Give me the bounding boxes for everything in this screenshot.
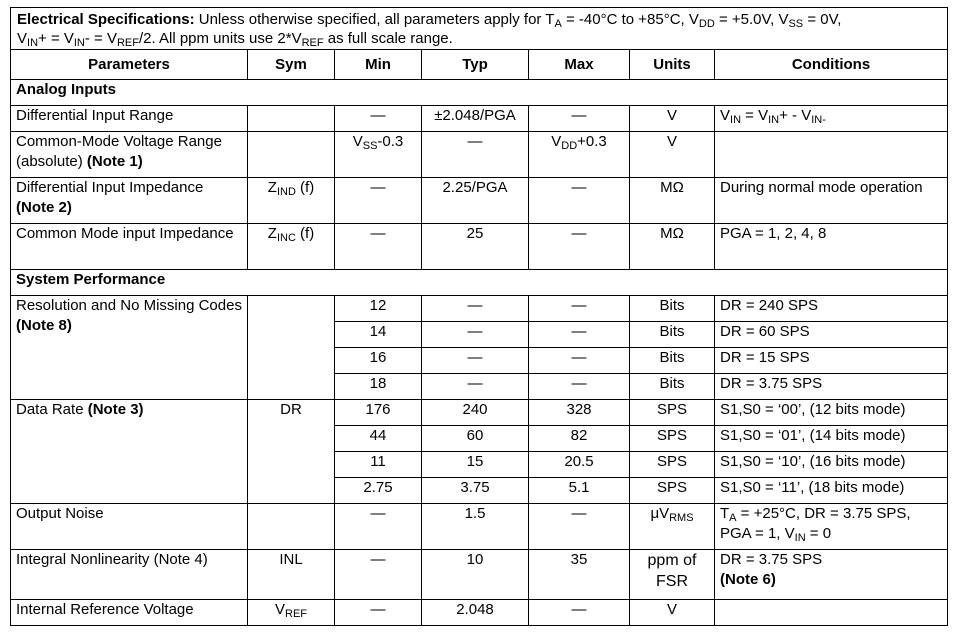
cond-cell: DR = 3.75 SPS [715, 374, 948, 400]
units-cell: SPS [630, 452, 715, 478]
min-cell: — [335, 504, 422, 550]
max-cell: — [529, 374, 630, 400]
units-cell: SPS [630, 400, 715, 426]
typ-cell: 3.75 [422, 478, 529, 504]
sym-cell: DR [248, 400, 335, 504]
min-cell: 14 [335, 322, 422, 348]
table-row [11, 550, 948, 600]
max-cell: — [529, 106, 630, 132]
table-row [11, 178, 948, 224]
sym-cell: INL [248, 550, 335, 600]
sym-cell: $Z_{IND}$ (f) [248, 178, 335, 224]
typ-cell: 2.25/PGA [422, 178, 529, 224]
typ-cell: 15 [422, 452, 529, 478]
typ-cell: — [422, 322, 529, 348]
cond-cell: DR = 240 SPS [715, 296, 948, 322]
max-cell: — [529, 178, 630, 224]
col-units: Units [630, 50, 715, 80]
cond-cell: DR = 15 SPS [715, 348, 948, 374]
param-cell: Differential Input Range [11, 106, 248, 132]
col-max: Max [529, 50, 630, 80]
min-cell: — [335, 178, 422, 224]
min-cell: $V_{SS}-0.3$ [335, 132, 422, 178]
spec-header: Electrical Specifications: Unless otherwise specified, all parameters apply for $T_A = -40^\circ C$ to +85°C, $V_{DD} = +5.0V$, $V_{SS} = 0V$, $V_{IN}+ = V_{IN}- = V_{REF}/2$. All ppm units use $2*V_{REF}$ as full scale range. [11, 8, 948, 50]
section-row [11, 270, 948, 296]
param-cell: Common-Mode Voltage Range (absolute) (Note 1) [11, 132, 248, 178]
typ-cell: — [422, 348, 529, 374]
cond-cell [715, 600, 948, 626]
units-cell: V [630, 600, 715, 626]
units-cell: ppm of FSR [630, 550, 715, 600]
spec-header-lead: Electrical Specifications: [17, 11, 195, 28]
cond-cell: $V_{IN} = V_{IN}+ - V_{IN-}$ [715, 106, 948, 132]
cond-cell: DR = 3.75 SPS (Note 6) [715, 550, 948, 600]
units-cell: SPS [630, 478, 715, 504]
table-row [11, 106, 948, 132]
cond-cell: S1,S0 = ‘01’, (14 bits mode) [715, 426, 948, 452]
units-cell: SPS [630, 426, 715, 452]
typ-cell: — [422, 132, 529, 178]
max-cell: 20.5 [529, 452, 630, 478]
units-cell: Bits [630, 374, 715, 400]
max-cell: 5.1 [529, 478, 630, 504]
cond-cell: DR = 60 SPS [715, 322, 948, 348]
max-cell: 35 [529, 550, 630, 600]
table-row [11, 224, 948, 270]
units-cell: $\mu V_{RMS}$ [630, 504, 715, 550]
max-cell: — [529, 348, 630, 374]
units-cell: V [630, 132, 715, 178]
units-cell: Bits [630, 322, 715, 348]
table-row [11, 400, 948, 426]
max-cell: — [529, 224, 630, 270]
param-cell: Integral Nonlinearity (Note 4) [11, 550, 248, 600]
sym-cell [248, 296, 335, 400]
max-cell: — [529, 296, 630, 322]
max-cell: — [529, 504, 630, 550]
units-cell: MΩ [630, 178, 715, 224]
typ-cell: 10 [422, 550, 529, 600]
typ-cell: 2.048 [422, 600, 529, 626]
param-cell: Data Rate (Note 3) [11, 400, 248, 504]
min-cell: 18 [335, 374, 422, 400]
sym-cell [248, 106, 335, 132]
param-cell: Resolution and No Missing Codes (Note 8) [11, 296, 248, 400]
section-analog-inputs: Analog Inputs [11, 80, 948, 106]
table-row [11, 296, 948, 322]
param-cell: Differential Input Impedance (Note 2) [11, 178, 248, 224]
param-cell: Common Mode input Impedance [11, 224, 248, 270]
section-row [11, 80, 948, 106]
param-cell: Internal Reference Voltage [11, 600, 248, 626]
col-min: Min [335, 50, 422, 80]
cond-cell [715, 132, 948, 178]
cond-cell: S1,S0 = ‘00’, (12 bits mode) [715, 400, 948, 426]
typ-cell: — [422, 374, 529, 400]
col-conditions: Conditions [715, 50, 948, 80]
param-cell: Output Noise [11, 504, 248, 550]
units-cell: V [630, 106, 715, 132]
max-cell: $V_{DD}+0.3$ [529, 132, 630, 178]
cond-cell: S1,S0 = ‘10’, (16 bits mode) [715, 452, 948, 478]
min-cell: 11 [335, 452, 422, 478]
min-cell: 16 [335, 348, 422, 374]
sym-cell: $V_{REF}$ [248, 600, 335, 626]
table-row [11, 132, 948, 178]
cond-cell: PGA = 1, 2, 4, 8 [715, 224, 948, 270]
table-row [11, 504, 948, 550]
typ-cell: 1.5 [422, 504, 529, 550]
min-cell: — [335, 600, 422, 626]
min-cell: 12 [335, 296, 422, 322]
max-cell: — [529, 600, 630, 626]
cond-cell: $T_A = +25^\circ C$, DR = 3.75 SPS, PGA = 1, $V_{IN} = 0$ [715, 504, 948, 550]
spec-header-row [11, 8, 948, 50]
max-cell: 328 [529, 400, 630, 426]
min-cell: — [335, 224, 422, 270]
table-row [11, 600, 948, 626]
electrical-spec-table [10, 7, 948, 626]
sym-cell [248, 132, 335, 178]
min-cell: — [335, 106, 422, 132]
sym-cell [248, 504, 335, 550]
typ-cell: ±2.048/PGA [422, 106, 529, 132]
max-cell: — [529, 322, 630, 348]
cond-cell: During normal mode operation [715, 178, 948, 224]
max-cell: 82 [529, 426, 630, 452]
units-cell: Bits [630, 348, 715, 374]
min-cell: 44 [335, 426, 422, 452]
col-parameters: Parameters [11, 50, 248, 80]
min-cell: — [335, 550, 422, 600]
min-cell: 2.75 [335, 478, 422, 504]
units-cell: MΩ [630, 224, 715, 270]
col-sym: Sym [248, 50, 335, 80]
units-cell: Bits [630, 296, 715, 322]
cond-cell: S1,S0 = ‘11’, (18 bits mode) [715, 478, 948, 504]
section-system-performance: System Performance [11, 270, 948, 296]
col-typ: Typ [422, 50, 529, 80]
typ-cell: 240 [422, 400, 529, 426]
min-cell: 176 [335, 400, 422, 426]
typ-cell: 60 [422, 426, 529, 452]
typ-cell: 25 [422, 224, 529, 270]
sym-cell: $Z_{INC}$ (f) [248, 224, 335, 270]
typ-cell: — [422, 296, 529, 322]
column-header-row [11, 50, 948, 80]
